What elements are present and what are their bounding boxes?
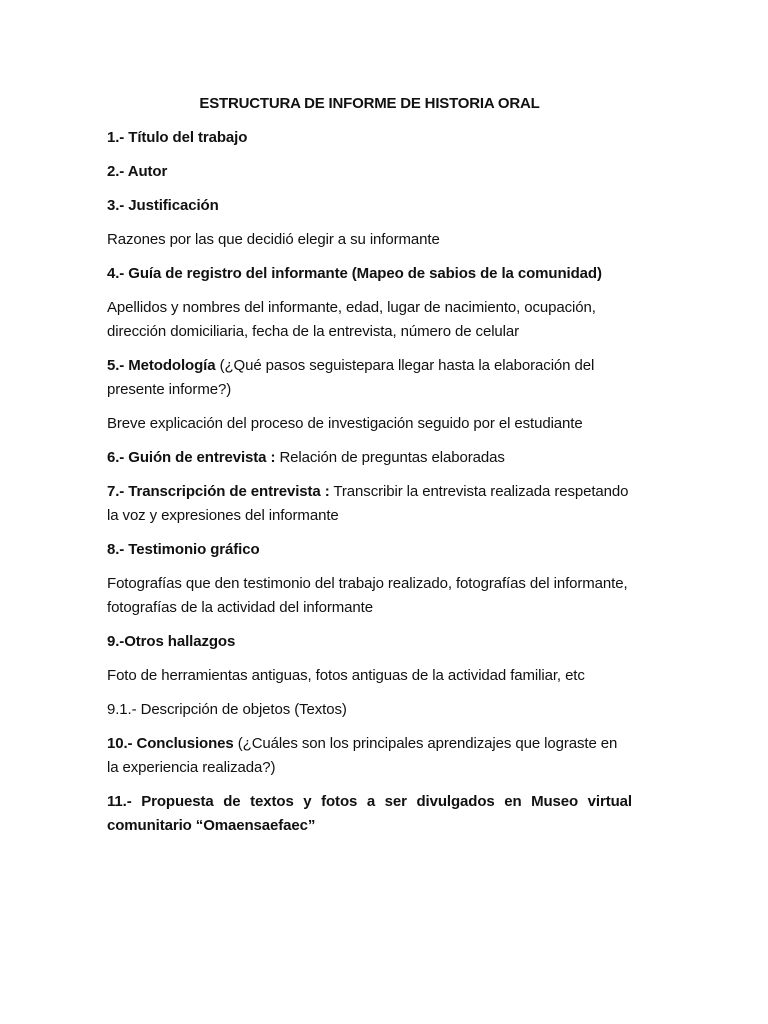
section-7-body: Transcribir la entrevista realizada respetando la voz y expresiones del informante	[107, 483, 629, 524]
section-4-body: Apellidos y nombres del informante, edad, lugar de nacimiento, ocupación, dirección domiciliaria, fecha de la entrevista, número de celular	[107, 299, 596, 340]
section-5-note: (¿Qué pasos seguistepara llegar hasta la elaboración del presente informe?)	[107, 357, 595, 398]
section-5-paragraph	[107, 354, 632, 402]
section-7-heading: 7.- Transcripción de entrevista :	[107, 483, 330, 500]
document-body	[107, 92, 632, 848]
section-9-1-item: 9.1.- Descripción de objetos (Textos)	[107, 701, 347, 718]
section-6-paragraph	[107, 446, 632, 470]
section-3-heading: 3.- Justificación	[107, 197, 219, 214]
section-6-heading: 6.- Guión de entrevista :	[107, 449, 276, 466]
section-11-heading: 11.- Propuesta de textos y fotos a ser divulgados en Museo virtual comunitario “Omaensaefaec”	[107, 793, 632, 834]
section-2-heading: 2.- Autor	[107, 163, 168, 180]
section-7-paragraph	[107, 480, 632, 528]
section-9-heading: 9.-Otros hallazgos	[107, 633, 236, 650]
section-5-heading: 5.- Metodología	[107, 357, 216, 374]
section-8-body: Fotografías que den testimonio del trabajo realizado, fotografías del informante, fotografías de la actividad del informante	[107, 575, 628, 616]
section-5-body: Breve explicación del proceso de investigación seguido por el estudiante	[107, 415, 583, 432]
document-title: ESTRUCTURA DE INFORME DE HISTORIA ORAL	[199, 95, 540, 112]
section-3-body: Razones por las que decidió elegir a su informante	[107, 231, 440, 248]
section-9-body: Foto de herramientas antiguas, fotos antiguas de la actividad familiar, etc	[107, 667, 585, 684]
section-8-heading: 8.- Testimonio gráfico	[107, 541, 260, 558]
section-10-heading: 10.- Conclusiones	[107, 735, 234, 752]
section-10-paragraph	[107, 732, 632, 780]
section-1-heading: 1.- Título del trabajo	[107, 129, 248, 146]
section-10-note: (¿Cuáles son los principales aprendizajes que lograste en la experiencia realizada?)	[107, 735, 618, 776]
section-6-body: Relación de preguntas elaboradas	[275, 449, 505, 466]
section-4-heading: 4.- Guía de registro del informante (Mapeo de sabios de la comunidad)	[107, 265, 602, 282]
